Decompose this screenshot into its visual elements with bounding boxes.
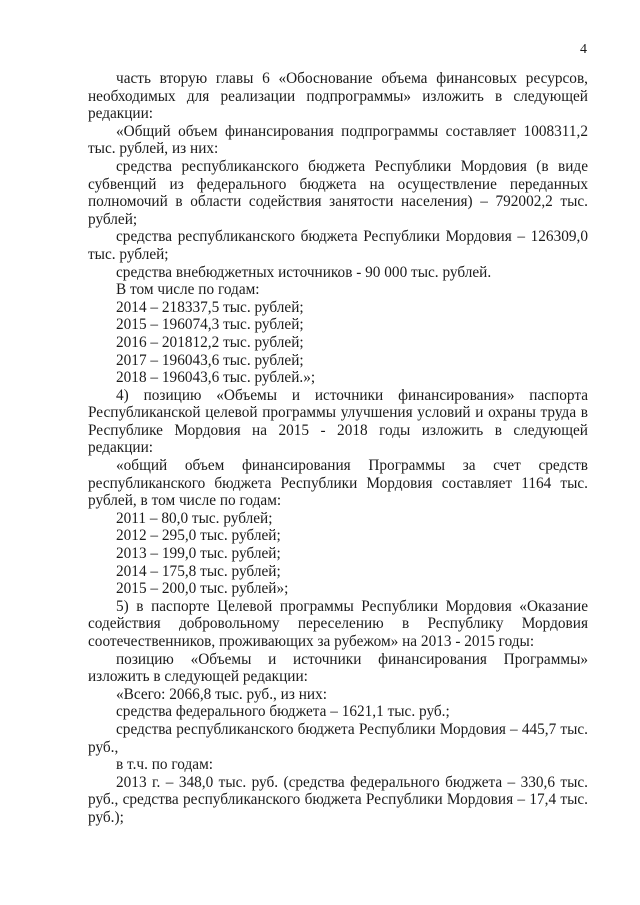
list-item-year-2015-b: 2015 – 200,0 тыс. рублей»; — [116, 580, 289, 598]
paragraph-federal-subvention: средства республиканского бюджета Республики Мордовия (в виде субвенций из федерального бюджета на осуществление переданных полномочий в области содействия занятости населения) – 792002,2 тыс. рублей; — [88, 157, 588, 228]
list-item-year-2012: 2012 – 295,0 тыс. рублей; — [116, 527, 281, 545]
paragraph-amend-chapter-6: часть вторую главы 6 «Обоснование объема финансовых ресурсов, необходимых для реализации подпрограммы» изложить в следующей редакции: — [88, 70, 588, 123]
paragraph-republican-budget: средства республиканского бюджета Республики Мордовия – 126309,0 тыс. рублей; — [88, 228, 588, 263]
paragraph-extrabudgetary: средства внебюджетных источников - 90 000 тыс. рублей. — [116, 263, 492, 281]
list-item-year-2016: 2016 – 201812,2 тыс. рублей; — [116, 333, 304, 351]
paragraph-item-5-resettlement: 5) в паспорте Целевой программы Республики Мордовия «Оказание содействия добровольному переселению в Республику Мордовия соотечественников, проживающих за рубежом» на 2013 - 2015 годы: — [88, 597, 588, 650]
paragraph-total-funding: «Общий объем финансирования подпрограммы составляет 1008311,2 тыс. рублей, из них: — [88, 122, 588, 158]
page-number: 4 — [580, 42, 587, 57]
list-item-year-2011: 2011 – 80,0 тыс. рублей; — [116, 509, 273, 527]
paragraph-item-4-labor-program: 4) позицию «Объемы и источники финансирования» паспорта Республиканской целевой программы улучшения условий и охраны труда в Республике Мордовия на 2015 - 2018 годы изложить в следующей редакции: — [88, 386, 588, 457]
list-item-year-2014: 2014 – 218337,5 тыс. рублей; — [116, 298, 304, 316]
paragraph-federal-funds: средства федерального бюджета – 1621,1 тыс. руб.; — [116, 703, 450, 721]
paragraph-by-years: в т.ч. по годам: — [116, 756, 214, 774]
paragraph-year-2013-breakdown: 2013 г. – 348,0 тыс. руб. (средства федерального бюджета – 330,6 тыс. руб., средства республиканского бюджета Республики Мордовия – 17,4 тыс. руб.); — [88, 773, 588, 826]
paragraph-by-years-heading: В том числе по годам: — [116, 281, 260, 299]
list-item-year-2018: 2018 – 196043,6 тыс. рублей.»; — [116, 369, 316, 387]
list-item-year-2017: 2017 – 196043,6 тыс. рублей; — [116, 351, 304, 369]
list-item-year-2014-b: 2014 – 175,8 тыс. рублей; — [116, 562, 281, 580]
paragraph-labor-program-funding: «общий объем финансирования Программы за счет средств республиканского бюджета Республики Мордовия составляет 1164 тыс. рублей, в том числе по годам: — [88, 457, 588, 510]
paragraph-republican-funds: средства республиканского бюджета Республики Мордовия – 445,7 тыс. руб., — [88, 720, 588, 756]
list-item-year-2013: 2013 – 199,0 тыс. рублей; — [116, 545, 281, 563]
list-item-year-2015: 2015 – 196074,3 тыс. рублей; — [116, 316, 304, 334]
document-body — [88, 70, 588, 827]
paragraph-position-funding: позицию «Объемы и источники финансирования Программы» изложить в следующей редакции: — [88, 650, 588, 686]
paragraph-total-2066: «Всего: 2066,8 тыс. руб., из них: — [116, 685, 327, 703]
